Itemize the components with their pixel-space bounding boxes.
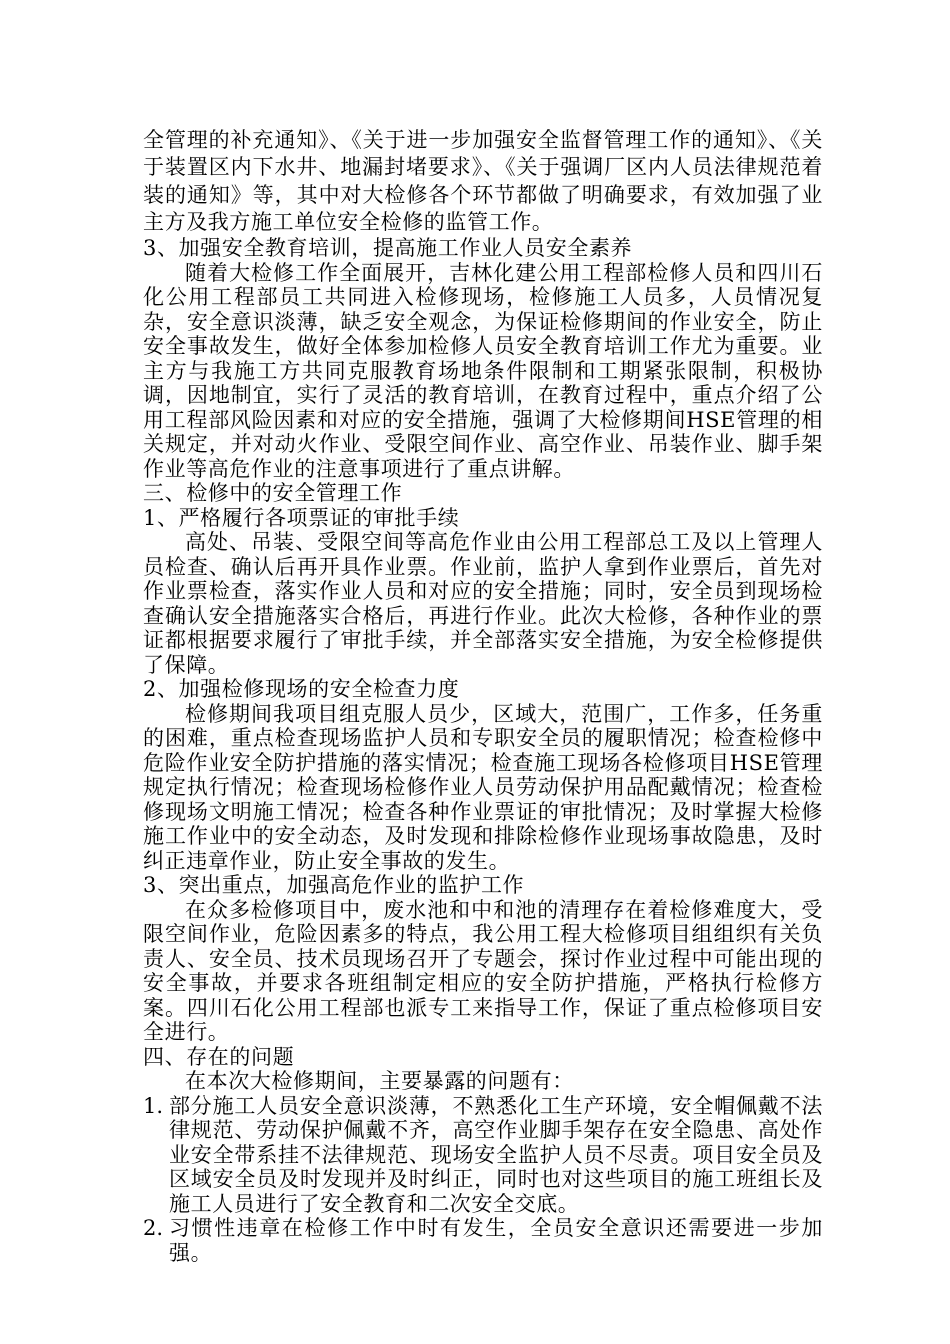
section-heading-safety-management: 三、检修中的安全管理工作 [143,481,403,506]
list-item-number: 1. [143,1093,164,1118]
list-item-text: 部分施工人员安全意识淡薄，不熟悉化工生产环境，安全帽佩戴不法律规范、劳动保护佩戴不齐，高空作业脚手架存在安全隐患、高处作业安全带系挂不法律规范、现场安全监护人员不尽责。项目安全员及区域安全员及时发现并及时纠正，同时也对这些项目的施工班组长及施工人员进行了安全教育和二次安全交底。 [169,1093,823,1216]
paragraph-permit-approval: 高处、吊装、受限空间等高危作业由公用工程部总工及以上管理人员检查、确认后再开具作业票。作业前，监护人拿到作业票后，首先对作业票检查，落实作业人员和对应的安全措施；同时，安全员到现场检查确认安全措施落实合格后，再进行作业。此次大检修，各种作业的票证都根据要求履行了审批手续，并全部落实安全措施，为安全检修提供了保障。 [143,530,823,677]
heading-safety-training: 3、加强安全教育培训，提高施工作业人员安全素养 [143,236,633,261]
heading-site-inspection: 2、加强检修现场的安全检查力度 [143,677,460,702]
document-body [143,127,823,1265]
paragraph-safety-training: 随着大检修工作全面展开，吉林化建公用工程部检修人员和四川石化公用工程部员工共同进入检修现场，检修施工人员多，人员情况复杂，安全意识淡薄，缺乏安全观念，为保证检修期间的作业安全，防止安全事故发生，做好全体参加检修人员安全教育培训工作尤为重要。业主方与我施工方共同克服教育场地条件限制和工期紧张限制，积极协调，因地制宜，实行了灵活的教育培训，在教育过程中，重点介绍了公用工程部风险因素和对应的安全措施，强调了大检修期间HSE管理的相关规定，并对动火作业、受限空间作业、高空作业、吊装作业、脚手架作业等高危作业的注意事项进行了重点讲解。 [143,260,823,481]
paragraph-notices: 全管理的补充通知》、《关于进一步加强安全监督管理工作的通知》、《关于装置区内下水井、地漏封堵要求》、《关于强调厂区内人员法律规范着装的通知》等，其中对大检修各个环节都做了明确要求，有效加强了业主方及我方施工单位安全检修的监管工作。 [143,128,823,234]
list-item [143,1094,823,1217]
paragraph-site-inspection: 检修期间我项目组克服人员少，区域大，范围广，工作多，任务重的困难，重点检查现场监护人员和专职安全员的履职情况；检查检修中危险作业安全防护措施的落实情况；检查施工现场各检修项目HSE管理规定执行情况；检查现场检修作业人员劳动保护用品配戴情况；检查检修现场文明施工情况；检查各种作业票证的审批情况；及时掌握大检修施工作业中的安全动态，及时发现和排除检修作业现场事故隐患，及时纠正违章作业，防止安全事故的发生。 [143,701,823,873]
paragraph-high-risk-supervision: 在众多检修项目中，废水池和中和池的清理存在着检修难度大，受限空间作业，危险因素多的特点，我公用工程大检修项目组组织有关负责人、安全员、技术员现场召开了专题会，探讨作业过程中可能出现的安全事故，并要求各班组制定相应的安全防护措施，严格执行检修方案。四川石化公用工程部也派专工来指导工作，保证了重点检修项目安全进行。 [143,897,823,1045]
section-heading-problems: 四、存在的问题 [143,1044,295,1069]
list-item-number: 2. [143,1216,164,1241]
heading-permit-approval: 1、严格履行各项票证的审批手续 [143,505,460,530]
list-item-text: 习惯性违章在检修工作中时有发生，全员安全意识还需要进一步加强。 [169,1216,823,1265]
heading-high-risk-supervision: 3、突出重点，加强高危作业的监护工作 [143,873,525,898]
list-item [143,1216,823,1265]
paragraph-problems-intro: 在本次大检修期间，主要暴露的问题有： [185,1069,574,1094]
